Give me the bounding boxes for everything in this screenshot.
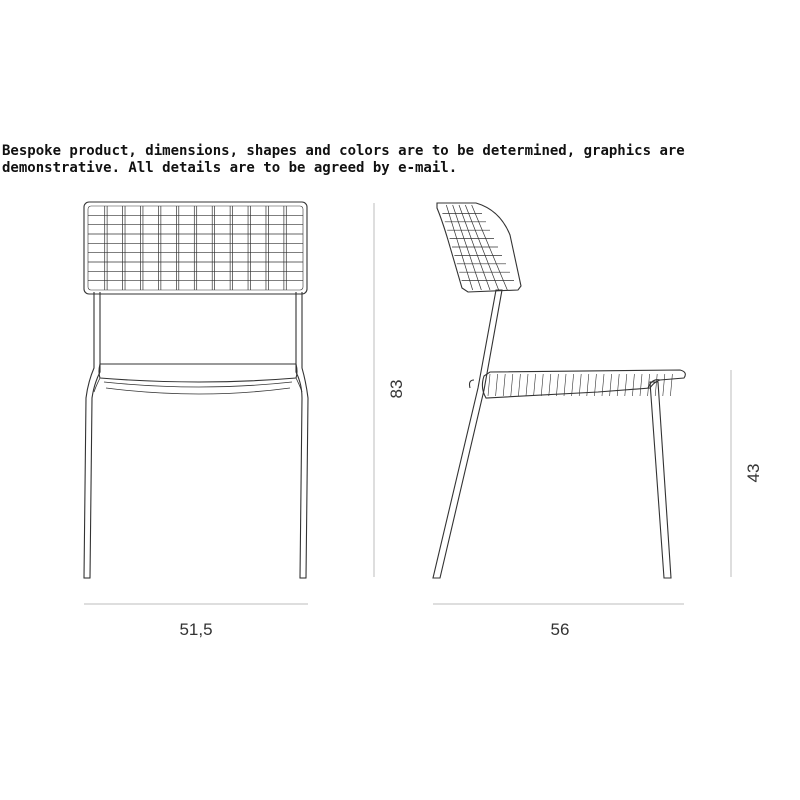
front-seat (99, 364, 297, 382)
seat-height-label: 43 (744, 463, 763, 483)
side-backrest-slats (442, 205, 514, 290)
height-label: 83 (387, 379, 406, 399)
front-backrest (84, 202, 307, 294)
dimension-lines (84, 203, 731, 604)
side-rear-leg (433, 290, 502, 578)
depth-label: 56 (550, 620, 570, 639)
side-front-leg (650, 382, 671, 578)
chair-side-view (433, 203, 685, 578)
front-right-leg (296, 292, 308, 578)
disclaimer-text: Bespoke product, dimensions, shapes and colors are to be determined, graphics are demonstrative. All details are to be agreed by e-mail. (2, 143, 685, 176)
front-left-leg (84, 292, 100, 578)
chair-front-view (84, 202, 308, 578)
front-backrest-grid (88, 206, 303, 290)
width-label: 51,5 (179, 620, 213, 639)
